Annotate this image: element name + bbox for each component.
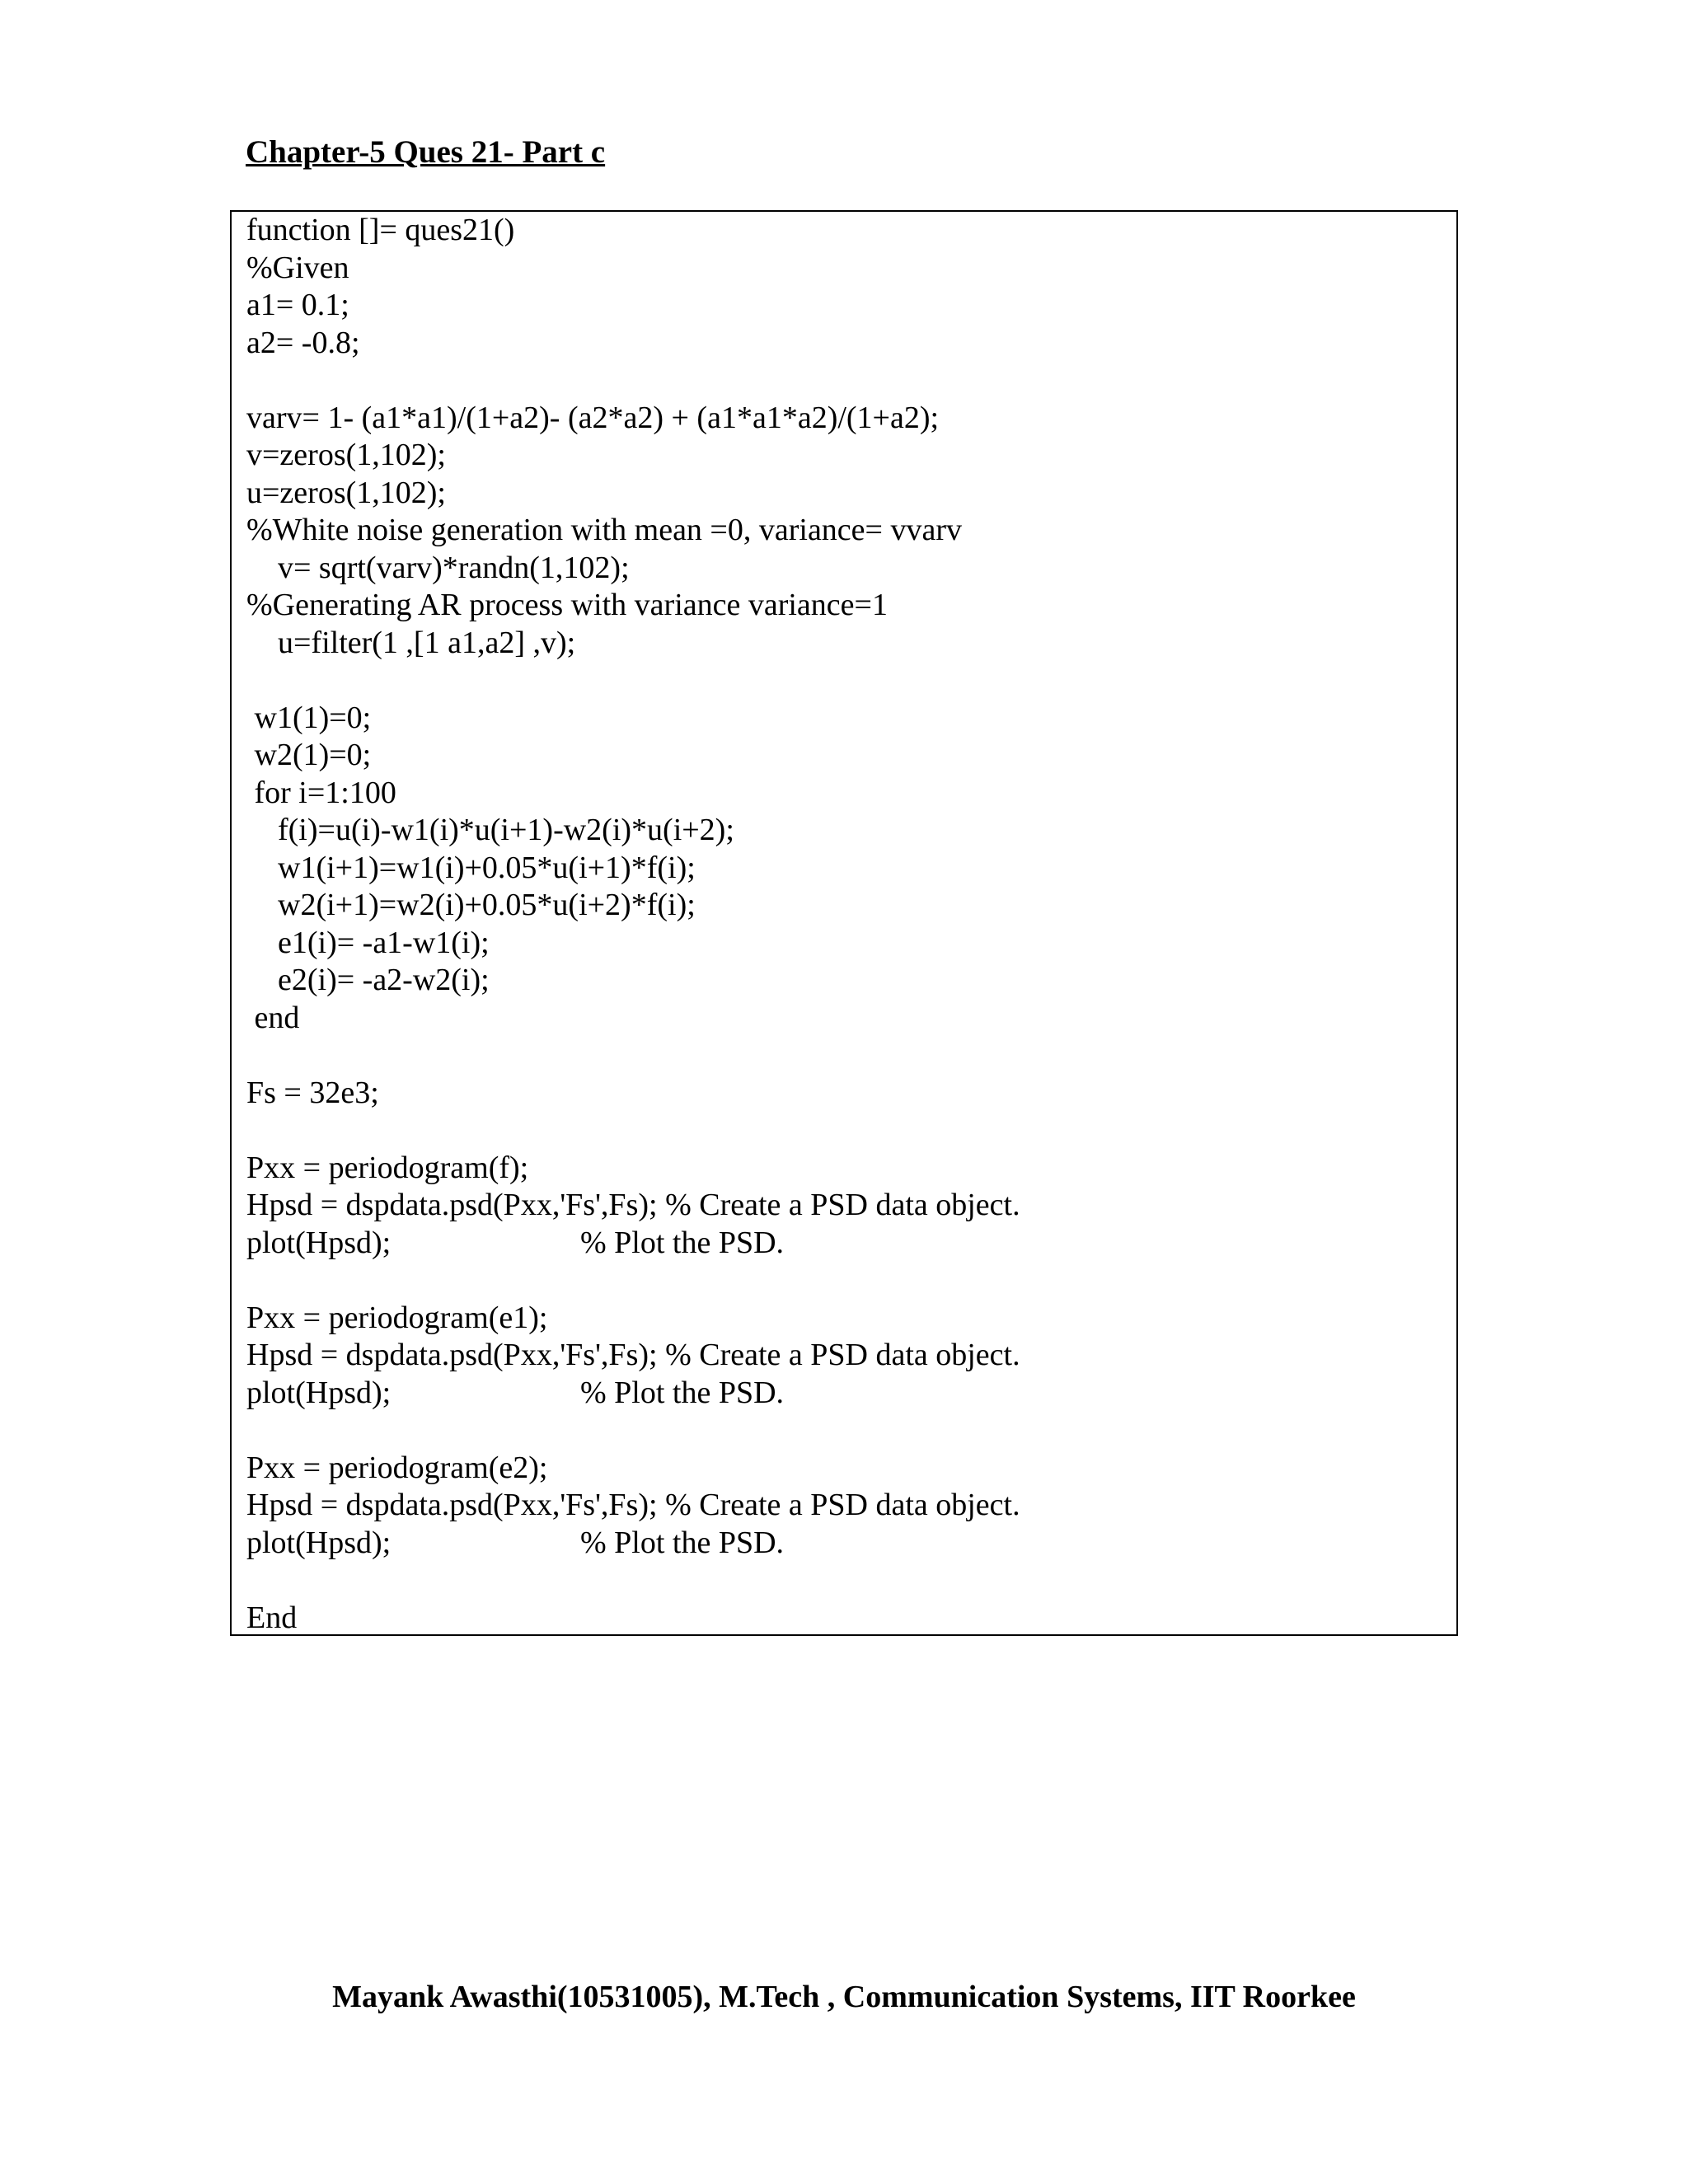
code-text: Hpsd = dspdata.psd(Pxx,'Fs',Fs); % Create a PSD data object. <box>246 1488 1020 1522</box>
code-line <box>246 1187 1020 1225</box>
code-line <box>246 1337 1020 1375</box>
page-heading: Chapter-5 Ques 21- Part c <box>246 134 606 170</box>
code-comment: % Plot the PSD. <box>580 1375 785 1410</box>
code-text: plot(Hpsd); <box>246 1225 392 1260</box>
code-line <box>246 325 1020 363</box>
code-line <box>246 400 1020 438</box>
code-text: for i=1:100 <box>246 775 396 810</box>
code-text: v=zeros(1,102); <box>246 438 446 472</box>
code-line <box>246 587 1020 625</box>
code-text: f(i)=u(i)-w1(i)*u(i+1)-w2(i)*u(i+2); <box>246 813 734 847</box>
code-line <box>246 625 1020 663</box>
code-blank-line <box>246 1562 1020 1600</box>
code-line <box>246 962 1020 1000</box>
code-line <box>246 1450 1020 1488</box>
code-text: u=zeros(1,102); <box>246 475 446 510</box>
code-line <box>246 287 1020 325</box>
code-text: Hpsd = dspdata.psd(Pxx,'Fs',Fs); % Create a PSD data object. <box>246 1188 1020 1222</box>
code-line <box>246 1600 1020 1638</box>
code-blank-line <box>246 1412 1020 1450</box>
code-line <box>246 700 1020 738</box>
code-text: a2= -0.8; <box>246 325 360 360</box>
code-line <box>246 775 1020 813</box>
code-box <box>230 210 1458 1636</box>
code-line <box>246 925 1020 963</box>
code-line <box>246 812 1020 850</box>
code-line <box>246 850 1020 888</box>
code-line <box>246 475 1020 513</box>
code-text: e2(i)= -a2-w2(i); <box>246 963 490 997</box>
code-text: function []= ques21() <box>246 213 515 247</box>
code-text: w2(1)=0; <box>246 738 372 772</box>
code-line <box>246 512 1020 550</box>
code-line <box>246 1487 1020 1525</box>
code-line <box>246 250 1020 288</box>
page-footer: Mayank Awasthi(10531005), M.Tech , Communication Systems, IIT Roorkee <box>332 1980 1356 2014</box>
code-text: Fs = 32e3; <box>246 1075 379 1110</box>
code-comment: % Plot the PSD. <box>580 1525 785 1560</box>
code-text: end <box>246 1000 300 1035</box>
code-line <box>246 1225 1020 1263</box>
code-text: %White noise generation with mean =0, variance= vvarv <box>246 513 962 547</box>
code-text: plot(Hpsd); <box>246 1375 392 1410</box>
code-text: e1(i)= -a1-w1(i); <box>246 925 490 960</box>
code-text: w1(i+1)=w1(i)+0.05*u(i+1)*f(i); <box>246 850 696 885</box>
code-text: a1= 0.1; <box>246 288 349 322</box>
code-line <box>246 437 1020 475</box>
code-text: w2(i+1)=w2(i)+0.05*u(i+2)*f(i); <box>246 888 696 922</box>
code-text: varv= 1- (a1*a1)/(1+a2)- (a2*a2) + (a1*a1*a2)/(1+a2); <box>246 400 940 435</box>
code-text: w1(1)=0; <box>246 700 372 735</box>
code-listing <box>246 212 1020 1637</box>
code-text: End <box>246 1600 298 1635</box>
code-text: %Generating AR process with variance variance=1 <box>246 588 888 622</box>
code-line <box>246 212 1020 250</box>
code-blank-line <box>246 362 1020 400</box>
code-text: plot(Hpsd); <box>246 1525 392 1560</box>
code-text: %Given <box>246 250 349 285</box>
code-text: v= sqrt(varv)*randn(1,102); <box>246 550 630 585</box>
code-line <box>246 1150 1020 1188</box>
code-line <box>246 1375 1020 1413</box>
code-comment: % Plot the PSD. <box>580 1225 785 1260</box>
code-line <box>246 737 1020 775</box>
code-blank-line <box>246 1037 1020 1075</box>
code-blank-line <box>246 1262 1020 1300</box>
code-line <box>246 1000 1020 1038</box>
code-line <box>246 887 1020 925</box>
code-blank-line <box>246 1112 1020 1150</box>
code-text: Hpsd = dspdata.psd(Pxx,'Fs',Fs); % Create a PSD data object. <box>246 1338 1020 1372</box>
code-line <box>246 550 1020 588</box>
code-text: Pxx = periodogram(e2); <box>246 1450 548 1485</box>
code-line <box>246 1525 1020 1563</box>
code-line <box>246 1300 1020 1338</box>
code-text: u=filter(1 ,[1 a1,a2] ,v); <box>246 625 576 660</box>
code-blank-line <box>246 662 1020 700</box>
code-text: Pxx = periodogram(f); <box>246 1150 529 1185</box>
code-text: Pxx = periodogram(e1); <box>246 1300 548 1335</box>
code-line <box>246 1075 1020 1113</box>
